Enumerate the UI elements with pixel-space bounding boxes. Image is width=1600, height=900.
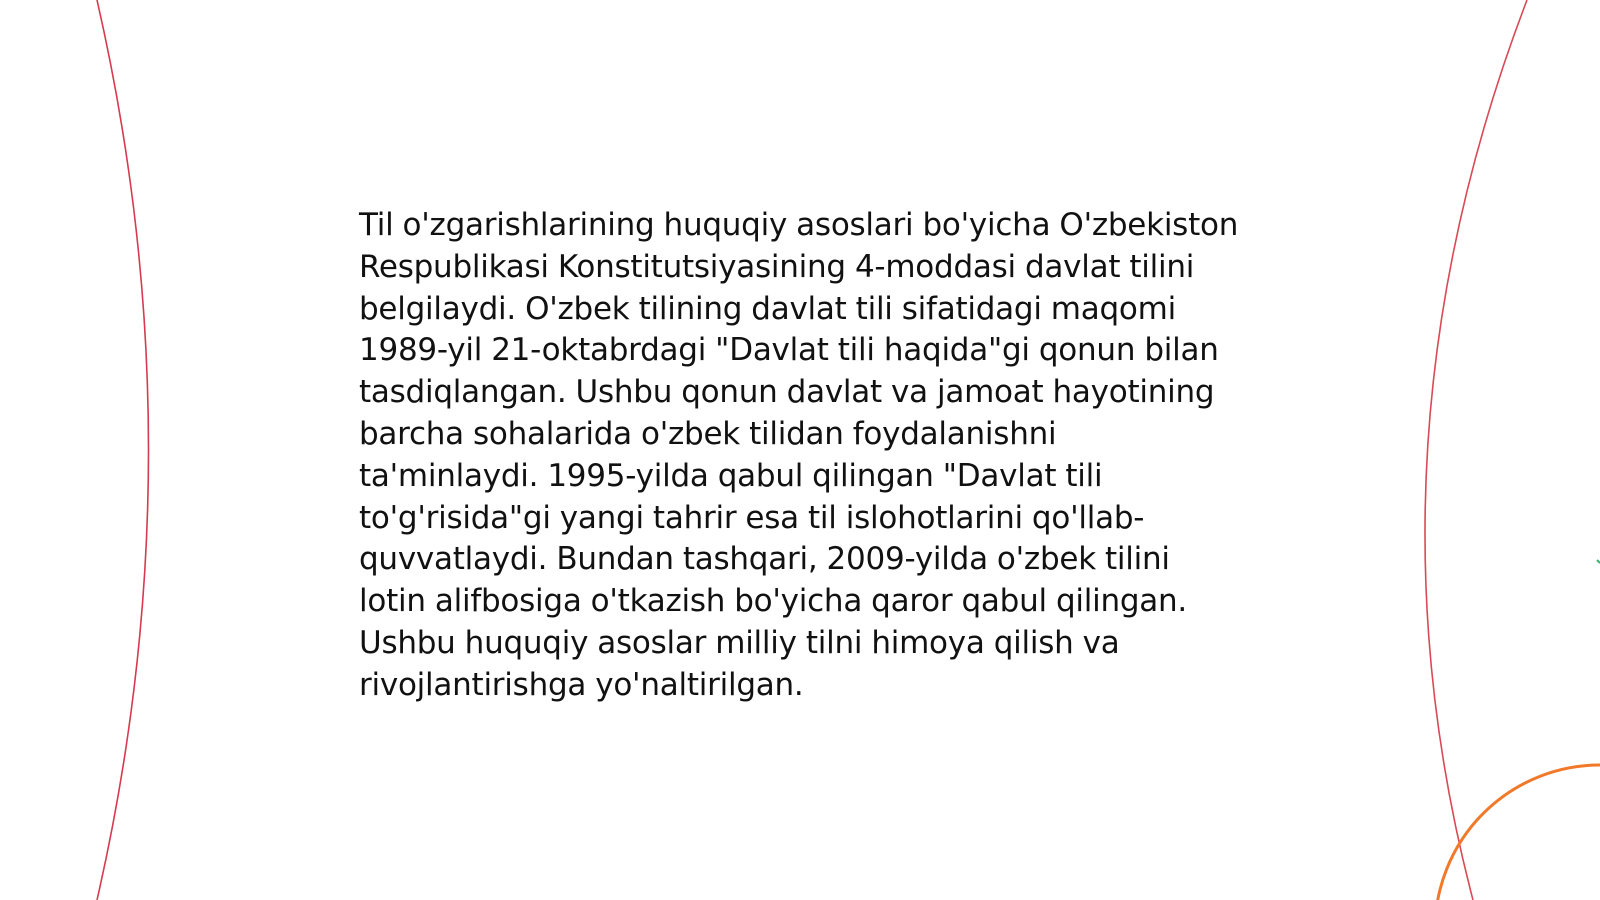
orange-circle-outline	[1435, 765, 1600, 900]
right-curve-line	[1425, 0, 1527, 900]
body-paragraph: Til o'zgarishlarining huquqiy asoslari bo'yicha O'zbekiston Respublikasi Konstitutsiyasining 4-moddasi davlat tilini belgilaydi. O'zbek tilining davlat tili sifatidagi maqomi 1989-yil 21-oktabrdagi "Davlat tili haqida"gi qonun bilan tasdiqlangan. Ushbu qonun davlat va jamoat hayotining barcha sohalarida o'zbek tilidan foydalanishni ta'minlaydi. 1995-yilda qabul qilingan "Davlat tili to'g'risida"gi yangi tahrir esa til islohotlarini qo'llab-quvvatlaydi. Bundan tashqari, 2009-yilda o'zbek tilini lotin alifbosiga o'tkazish bo'yicha qaror qabul qilingan. Ushbu huquqiy asoslar milliy tilni himoya qilish va rivojlantirishga yo'naltirilgan.	[359, 207, 1239, 703]
left-curve-line	[97, 0, 149, 900]
